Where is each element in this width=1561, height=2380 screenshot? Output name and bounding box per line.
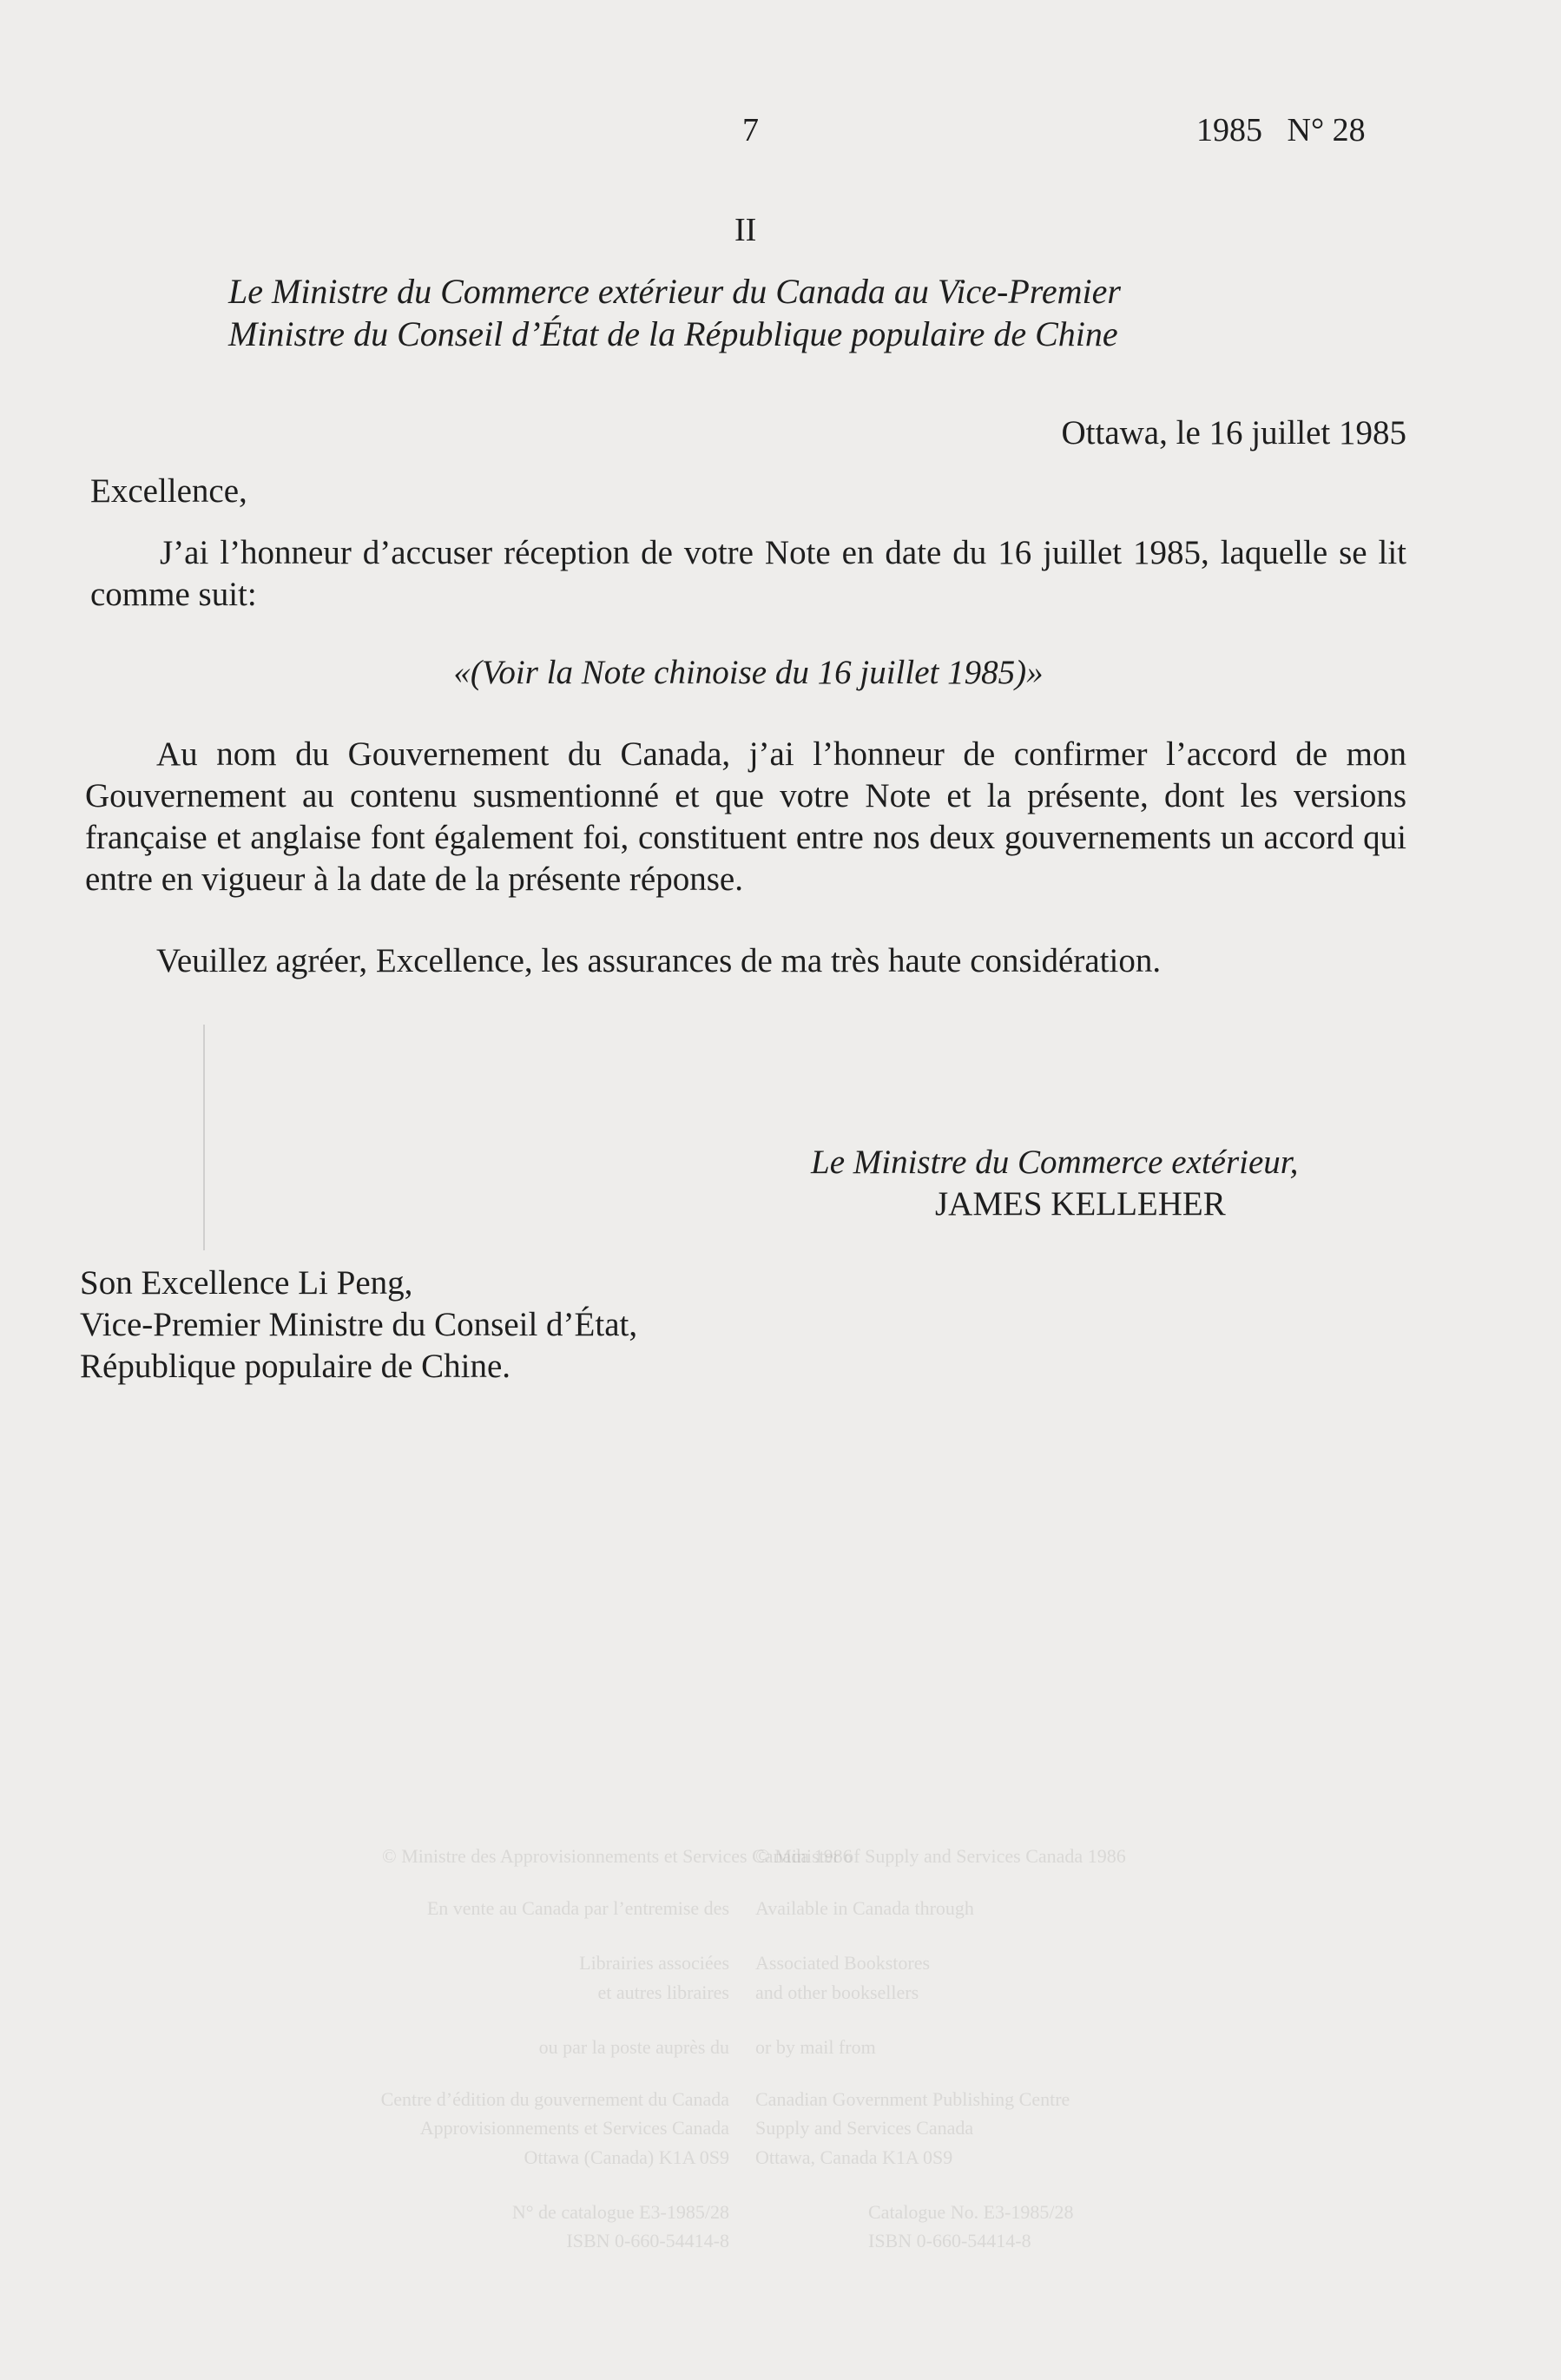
bleed-through-right-6: Canadian Government Publishing Centre: [755, 2088, 1070, 2110]
bleed-through-right-3: Associated Bookstores: [755, 1952, 931, 1974]
bleed-through-right-9: Catalogue No. E3-1985/28: [868, 2201, 1074, 2223]
bleed-through-left-2: En vente au Canada par l’entremise des: [426, 1897, 729, 1919]
bleed-through-right-2: Available in Canada through: [755, 1897, 974, 1919]
bleed-through-right-4: and other booksellers: [755, 1981, 919, 2003]
bleed-through-right-10: ISBN 0-660-54414-8: [868, 2230, 1031, 2251]
title-line-1: Le Ministre du Commerce extérieur du Canada au Vice-Premier: [228, 272, 1121, 311]
addressee-line-3: République populaire de Chine.: [80, 1348, 511, 1385]
bleed-through-left-10: ISBN 0-660-54414-8: [566, 2230, 729, 2251]
place-date: Ottawa, le 16 juillet 1985: [1061, 414, 1406, 452]
paragraph-confirmation: Au nom du Gouvernement du Canada, j’ai l’honneur de confirmer l’accord de mon Gouvernement au contenu susmentionné et que votre Note et la présente, dont les versions française et anglaise font également foi, constituent entre nos deux gouvernements un accord qui entre en vigueur à la date de la présente réponse.: [85, 735, 1406, 898]
page-number: 7: [742, 112, 759, 148]
bleed-through-left-3: Librairies associées: [579, 1952, 729, 1974]
salutation: Excellence,: [90, 472, 247, 510]
section-numeral: II: [734, 212, 757, 248]
bleed-through-left-8: Ottawa (Canada) K1A 0S9: [524, 2146, 729, 2168]
bleed-through-right-5: or by mail from: [755, 2036, 876, 2058]
addressee-line-1: Son Excellence Li Peng,: [80, 1264, 413, 1302]
addressee-line-2: Vice-Premier Ministre du Conseil d’État,: [80, 1306, 638, 1343]
bleed-through-right-1: © Minister of Supply and Services Canada 1986: [755, 1845, 1126, 1867]
bleed-through-left-6: Centre d’édition du gouvernement du Canada: [380, 2088, 729, 2110]
bleed-through-right-7: Supply and Services Canada: [755, 2117, 974, 2139]
signature-name: JAMES KELLEHER: [935, 1185, 1226, 1223]
document-number: 1985 N° 28: [1196, 112, 1366, 148]
paragraph-acknowledgement: J’ai l’honneur d’accuser réception de votre Note en date du 16 juillet 1985, laquelle se lit comme suit:: [90, 534, 1406, 613]
bleed-through-left-7: Approvisionnements et Services Canada: [419, 2117, 729, 2139]
paragraph-closing: Veuillez agréer, Excellence, les assurances de ma très haute considération.: [156, 942, 1162, 979]
scan-artifact-line: [203, 1025, 205, 1250]
bleed-through-left-1: © Ministre des Approvisionnements et Services Canada 1986: [382, 1845, 853, 1867]
signature-title: Le Ministre du Commerce extérieur,: [811, 1144, 1299, 1181]
quoted-note-reference: «(Voir la Note chinoise du 16 juillet 1985)»: [453, 654, 1044, 691]
bleed-through-right-8: Ottawa, Canada K1A 0S9: [755, 2146, 953, 2168]
bleed-through-left-4: et autres libraires: [597, 1981, 729, 2003]
bleed-through-left-9: N° de catalogue E3-1985/28: [511, 2201, 729, 2223]
title-line-2: Ministre du Conseil d’État de la République populaire de Chine: [228, 314, 1118, 353]
bleed-through-left-5: ou par la poste auprès du: [538, 2036, 729, 2058]
